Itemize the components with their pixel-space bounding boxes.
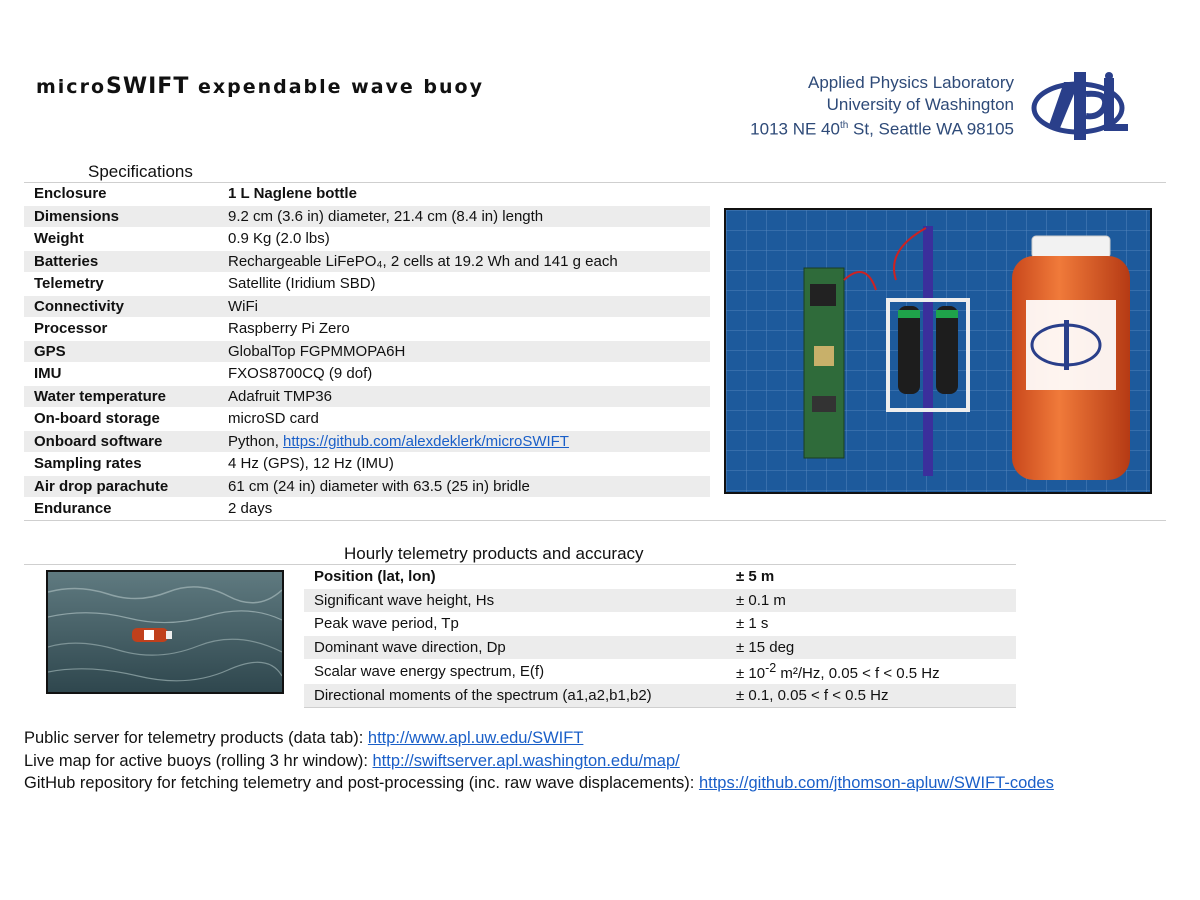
telemetry-accuracy: ± 15 deg (726, 636, 1016, 660)
spec-value-prefix: Python, (228, 432, 284, 450)
spec-row (24, 205, 710, 228)
link-description: Live map for active buoys (rolling 3 hr window): (24, 751, 373, 770)
telemetry-product: Directional moments of the spectrum (a1,a2,b1,b2) (304, 683, 726, 707)
spec-row (24, 430, 710, 453)
spec-key: Sampling rates (24, 453, 218, 476)
resource-link[interactable]: http://www.apl.uw.edu/SWIFT (367, 729, 584, 747)
spec-key: Air drop parachute (24, 475, 218, 498)
spec-key: Enclosure (24, 183, 218, 205)
telemetry-accuracy: ± 0.1 m (726, 588, 1016, 612)
link-line (24, 772, 1054, 795)
document-title (36, 74, 484, 99)
org-address-block (750, 72, 1014, 140)
spec-row (24, 363, 710, 386)
spec-value: GlobalTop FGPMMOPA6H (218, 340, 710, 363)
spec-value: Rechargeable LiFePO₄, 2 cells at 19.2 Wh and 141 g each (218, 250, 710, 273)
org-name: Applied Physics Laboratory (807, 73, 1014, 92)
link-description: GitHub repository for fetching telemetry and post-processing (inc. raw wave displacements): (24, 774, 699, 792)
telemetry-accuracy (726, 660, 1016, 684)
telemetry-row (304, 565, 1016, 588)
address-post: St, Seattle WA 98105 (848, 119, 1014, 139)
spec-key: On-board storage (24, 408, 218, 431)
spec-value: 4 Hz (GPS), 12 Hz (IMU) (218, 453, 710, 476)
spec-row (24, 340, 710, 363)
software-repo-link[interactable]: https://github.com/alexdeklerk/microSWIFT (283, 432, 569, 450)
spec-value: Adafruit TMP36 (218, 385, 710, 408)
links-section (24, 727, 1054, 795)
address-pre: 1013 NE 40 (750, 119, 840, 139)
link-description: Public server for telemetry products (data tab): (24, 729, 368, 747)
spec-row (24, 498, 710, 521)
spec-value: WiFi (218, 295, 710, 318)
spec-key: Processor (24, 318, 218, 341)
spec-row (24, 273, 710, 296)
spec-value: 61 cm (24 in) diameter with 63.5 (25 in) bridle (218, 475, 710, 498)
accuracy-pre: ± 10 (736, 665, 766, 683)
spec-bottom-divider (24, 520, 1166, 521)
components-illustration (726, 210, 1150, 492)
link-line (24, 750, 1054, 773)
spec-key: Onboard software (24, 430, 218, 453)
spec-key: Connectivity (24, 295, 218, 318)
telemetry-row (304, 683, 1016, 707)
telemetry-accuracy: ± 0.1, 0.05 < f < 0.5 Hz (726, 683, 1016, 707)
telemetry-product: Peak wave period, Tp (304, 612, 726, 636)
title-brand: SWIFT (106, 74, 190, 99)
title-suffix: expendable wave buoy (189, 76, 484, 98)
spec-key: GPS (24, 340, 218, 363)
address-sup: th (839, 120, 849, 131)
spec-value: 2 days (218, 498, 710, 521)
buoy-in-ocean-photo (46, 570, 284, 694)
telemetry-accuracy: ± 1 s (726, 612, 1016, 636)
spec-row (24, 385, 710, 408)
spec-value: Raspberry Pi Zero (218, 318, 710, 341)
telemetry-row (304, 612, 1016, 636)
spec-value: Satellite (Iridium SBD) (218, 273, 710, 296)
telemetry-caption: Hourly telemetry products and accuracy (344, 544, 644, 563)
ocean-illustration (48, 572, 282, 692)
spec-key: Endurance (24, 498, 218, 521)
spec-value: FXOS8700CQ (9 dof) (218, 363, 710, 386)
university-name: University of Washington (826, 94, 1014, 114)
spec-row (24, 475, 710, 498)
specifications-caption: Specifications (88, 162, 193, 181)
spec-value: microSD card (218, 408, 710, 431)
spec-row (24, 250, 710, 273)
telemetry-row (304, 660, 1016, 684)
spec-row (24, 408, 710, 431)
spec-key: Telemetry (24, 273, 218, 296)
spec-row (24, 318, 710, 341)
spec-value (218, 430, 710, 453)
resource-link[interactable]: http://swiftserver.apl.washington.edu/map/ (372, 751, 680, 770)
telemetry-product: Dominant wave direction, Dp (304, 636, 726, 660)
accuracy-sup: -2 (765, 661, 777, 676)
spec-key: Weight (24, 228, 218, 251)
accuracy-post: m²/Hz, 0.05 < f < 0.5 Hz (776, 665, 940, 683)
spec-row (24, 453, 710, 476)
apl-logo-icon (1030, 70, 1130, 142)
link-line (24, 727, 1054, 750)
telemetry-row (304, 588, 1016, 612)
spec-row (24, 183, 710, 205)
telemetry-table (304, 565, 1016, 708)
resource-link[interactable]: https://github.com/jthomson-apluw/SWIFT-codes (698, 774, 1054, 792)
spec-value: 1 L Naglene bottle (218, 183, 710, 205)
spec-key: Water temperature (24, 385, 218, 408)
spec-row (24, 295, 710, 318)
telemetry-product: Position (lat, lon) (304, 565, 726, 588)
spec-key: Batteries (24, 250, 218, 273)
telemetry-product: Significant wave height, Hs (304, 588, 726, 612)
spec-row (24, 228, 710, 251)
title-prefix: micro (36, 76, 106, 98)
telemetry-product: Scalar wave energy spectrum, E(f) (304, 660, 726, 684)
telemetry-accuracy: ± 5 m (726, 565, 1016, 588)
buoy-components-photo (724, 208, 1152, 494)
specifications-table (24, 183, 710, 521)
telemetry-row (304, 636, 1016, 660)
spec-value: 0.9 Kg (2.0 lbs) (218, 228, 710, 251)
street-address (750, 115, 1014, 140)
spec-key: Dimensions (24, 205, 218, 228)
spec-key: IMU (24, 363, 218, 386)
spec-value: 9.2 cm (3.6 in) diameter, 21.4 cm (8.4 in) length (218, 205, 710, 228)
